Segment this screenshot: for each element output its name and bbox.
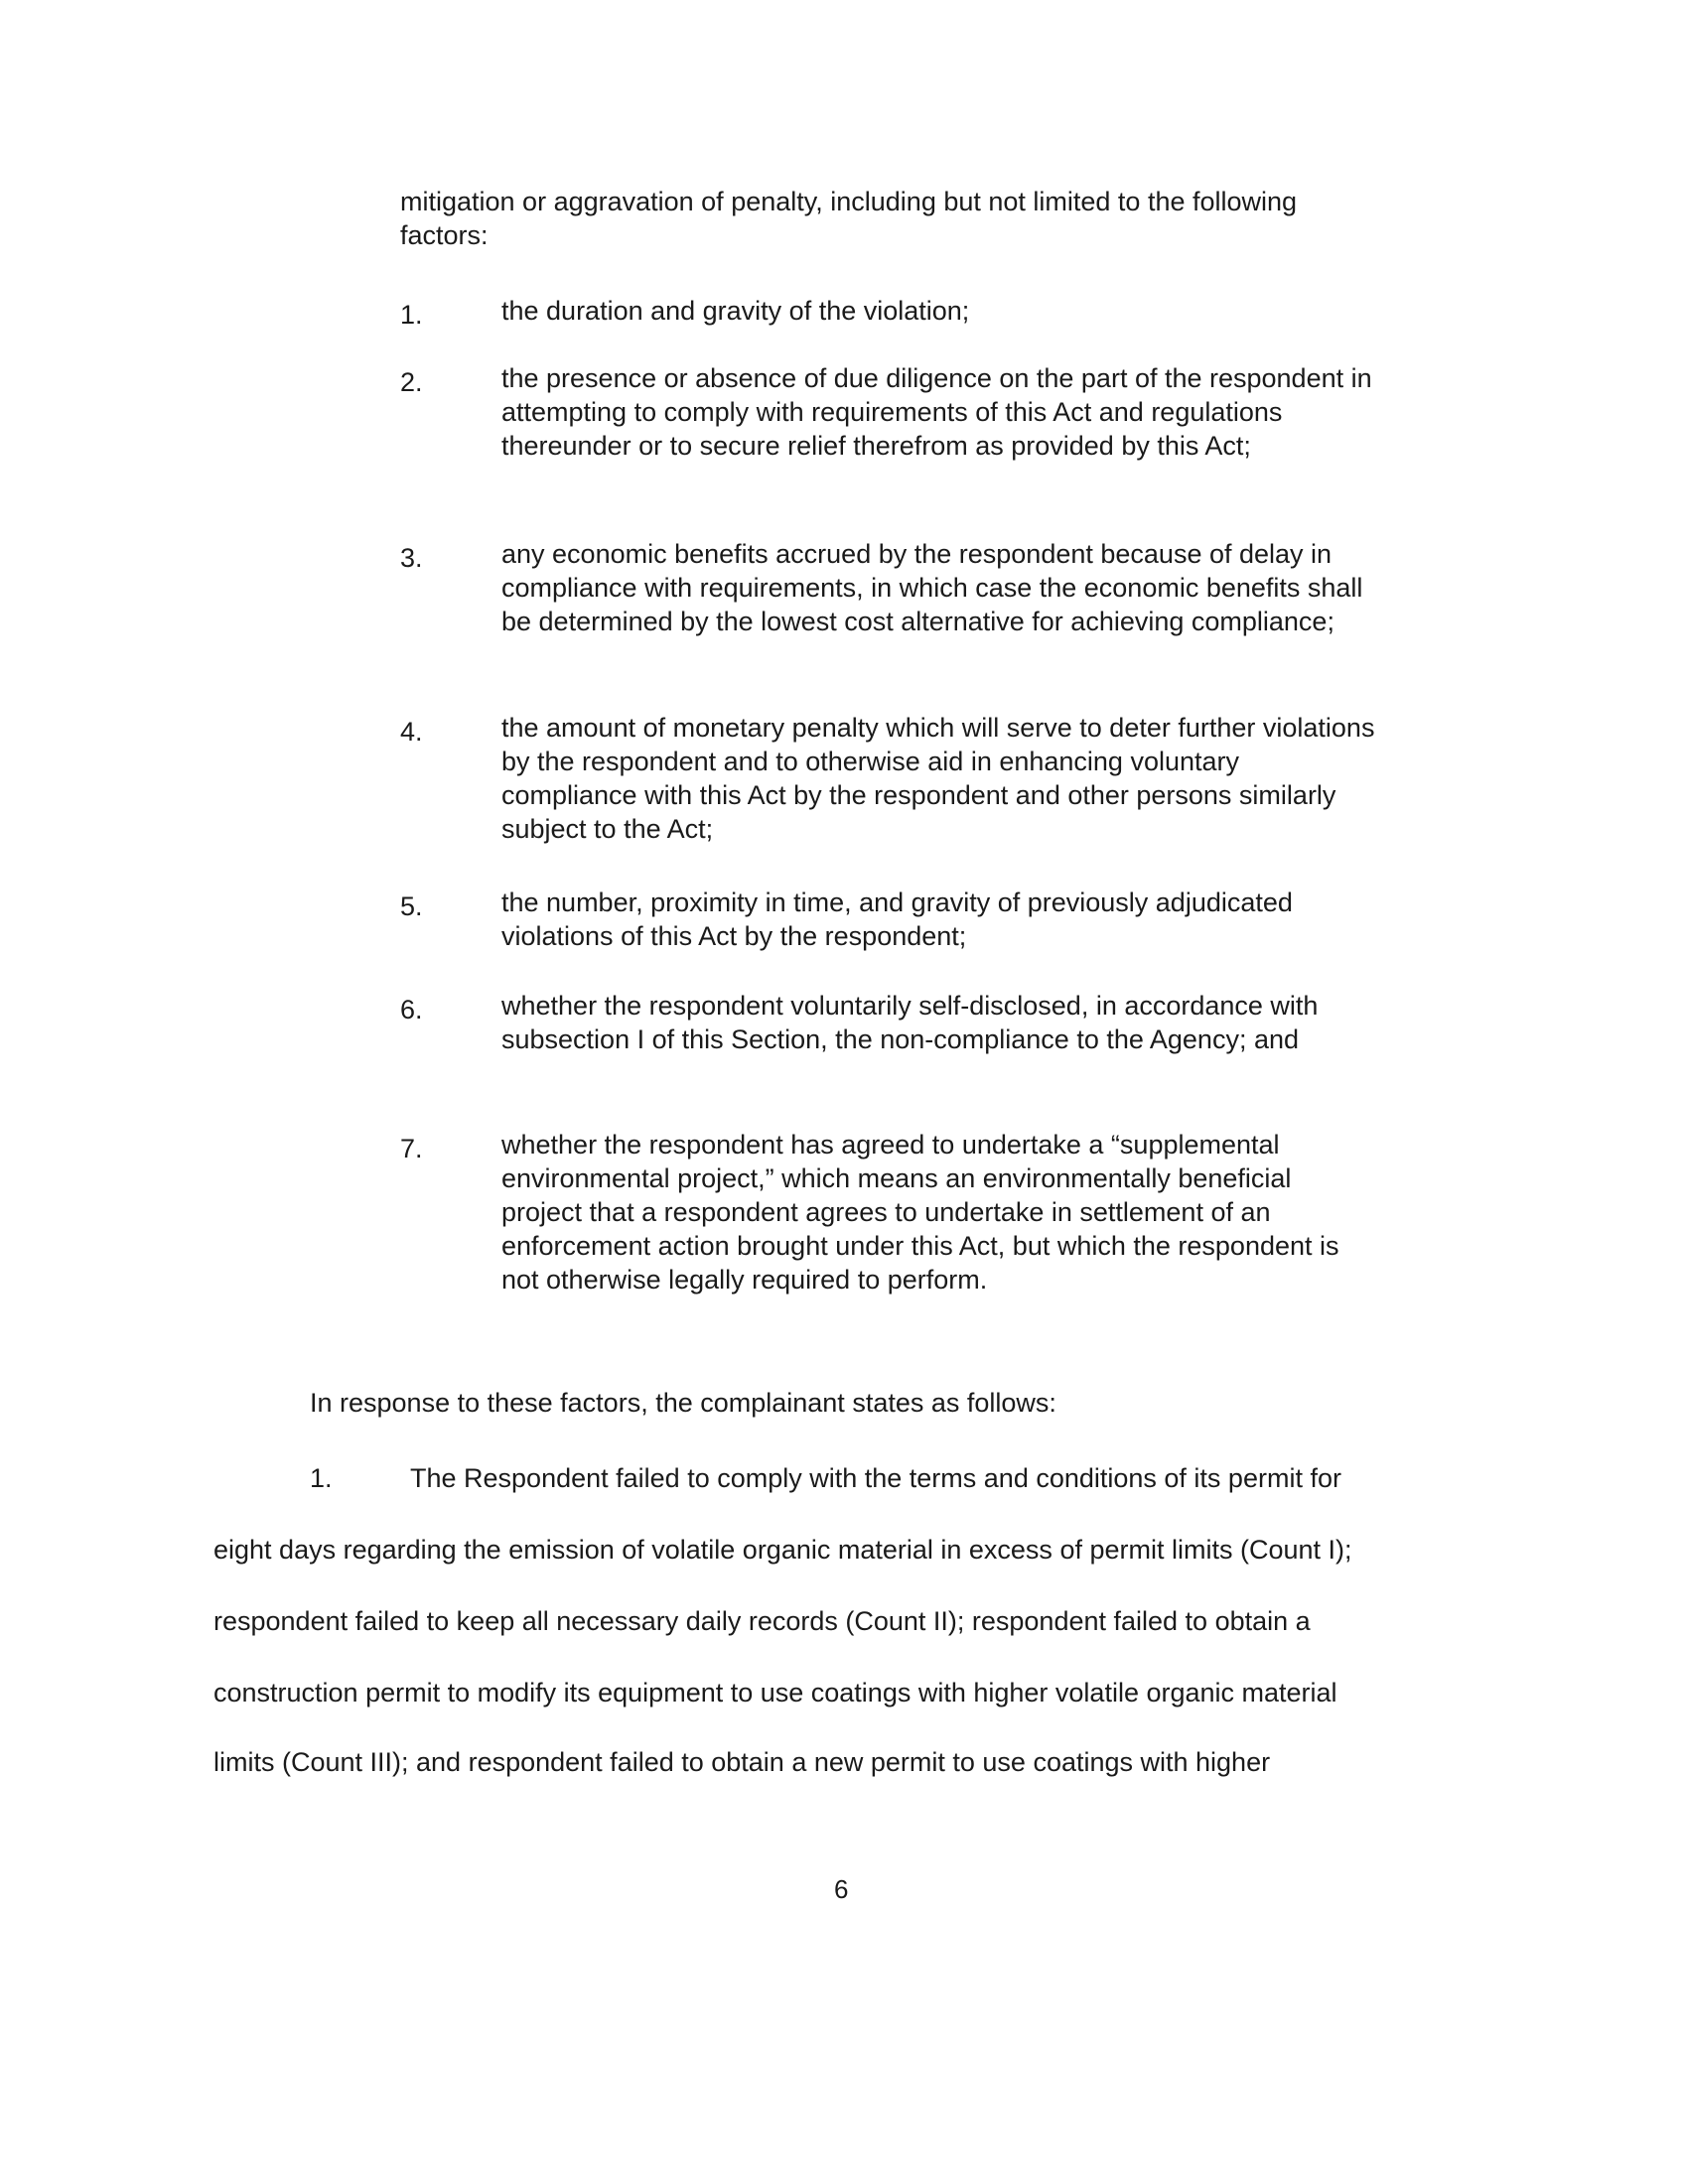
- factor-number: 7.: [400, 1134, 423, 1163]
- factor-text: any economic benefits accrued by the respondent because of delay in compliance with requirements, in which case the economic benefits shall be determined by the lowest cost alternative for achieving compliance;: [501, 539, 1363, 636]
- factor-number: 4.: [400, 717, 423, 747]
- factor-number: 2.: [400, 367, 423, 397]
- paragraph-line-5: limits (Count III); and respondent failed to obtain a new permit to use coatings with higher: [213, 1747, 1271, 1777]
- paragraph-line-2: eight days regarding the emission of volatile organic material in excess of permit limits (Count I);: [213, 1535, 1352, 1565]
- paragraph-number: 1.: [310, 1463, 333, 1493]
- page-number: 6: [834, 1874, 849, 1904]
- factor-number: 1.: [400, 300, 423, 330]
- response-intro: In response to these factors, the complainant states as follows:: [310, 1388, 1056, 1418]
- factor-text: the duration and gravity of the violation;: [501, 296, 970, 326]
- factor-text: the presence or absence of due diligence on the part of the respondent in attempting to comply with requirements of this Act and regulations thereunder or to secure relief therefrom as provided by this Act;: [501, 363, 1372, 461]
- factor-number: 5.: [400, 891, 423, 921]
- factor-text: whether the respondent has agreed to undertake a “supplemental environmental project,” which means an environmentally beneficial project that a respondent agrees to undertake in settlement of an enforcement action brought under this Act, but which the respondent is not otherwise legally required to perform.: [501, 1130, 1339, 1295]
- factor-text: the number, proximity in time, and gravity of previously adjudicated violations of this Act by the respondent;: [501, 887, 1293, 951]
- intro-paragraph: mitigation or aggravation of penalty, including but not limited to the following factors:: [400, 187, 1298, 250]
- factor-text: whether the respondent voluntarily self-disclosed, in accordance with subsection I of this Section, the non-compliance to the Agency; and: [501, 991, 1319, 1054]
- factor-number: 6.: [400, 995, 423, 1024]
- paragraph-line-1: The Respondent failed to comply with the terms and conditions of its permit for: [410, 1463, 1341, 1493]
- paragraph-line-3: respondent failed to keep all necessary daily records (Count II); respondent failed to obtain a: [213, 1606, 1311, 1636]
- paragraph-line-4: construction permit to modify its equipment to use coatings with higher volatile organic material: [213, 1678, 1337, 1707]
- factor-number: 3.: [400, 543, 423, 573]
- factor-text: the amount of monetary penalty which will serve to deter further violations by the respondent and to otherwise aid in enhancing voluntary compliance with this Act by the respondent and other persons similarly subject to the Act;: [501, 713, 1375, 844]
